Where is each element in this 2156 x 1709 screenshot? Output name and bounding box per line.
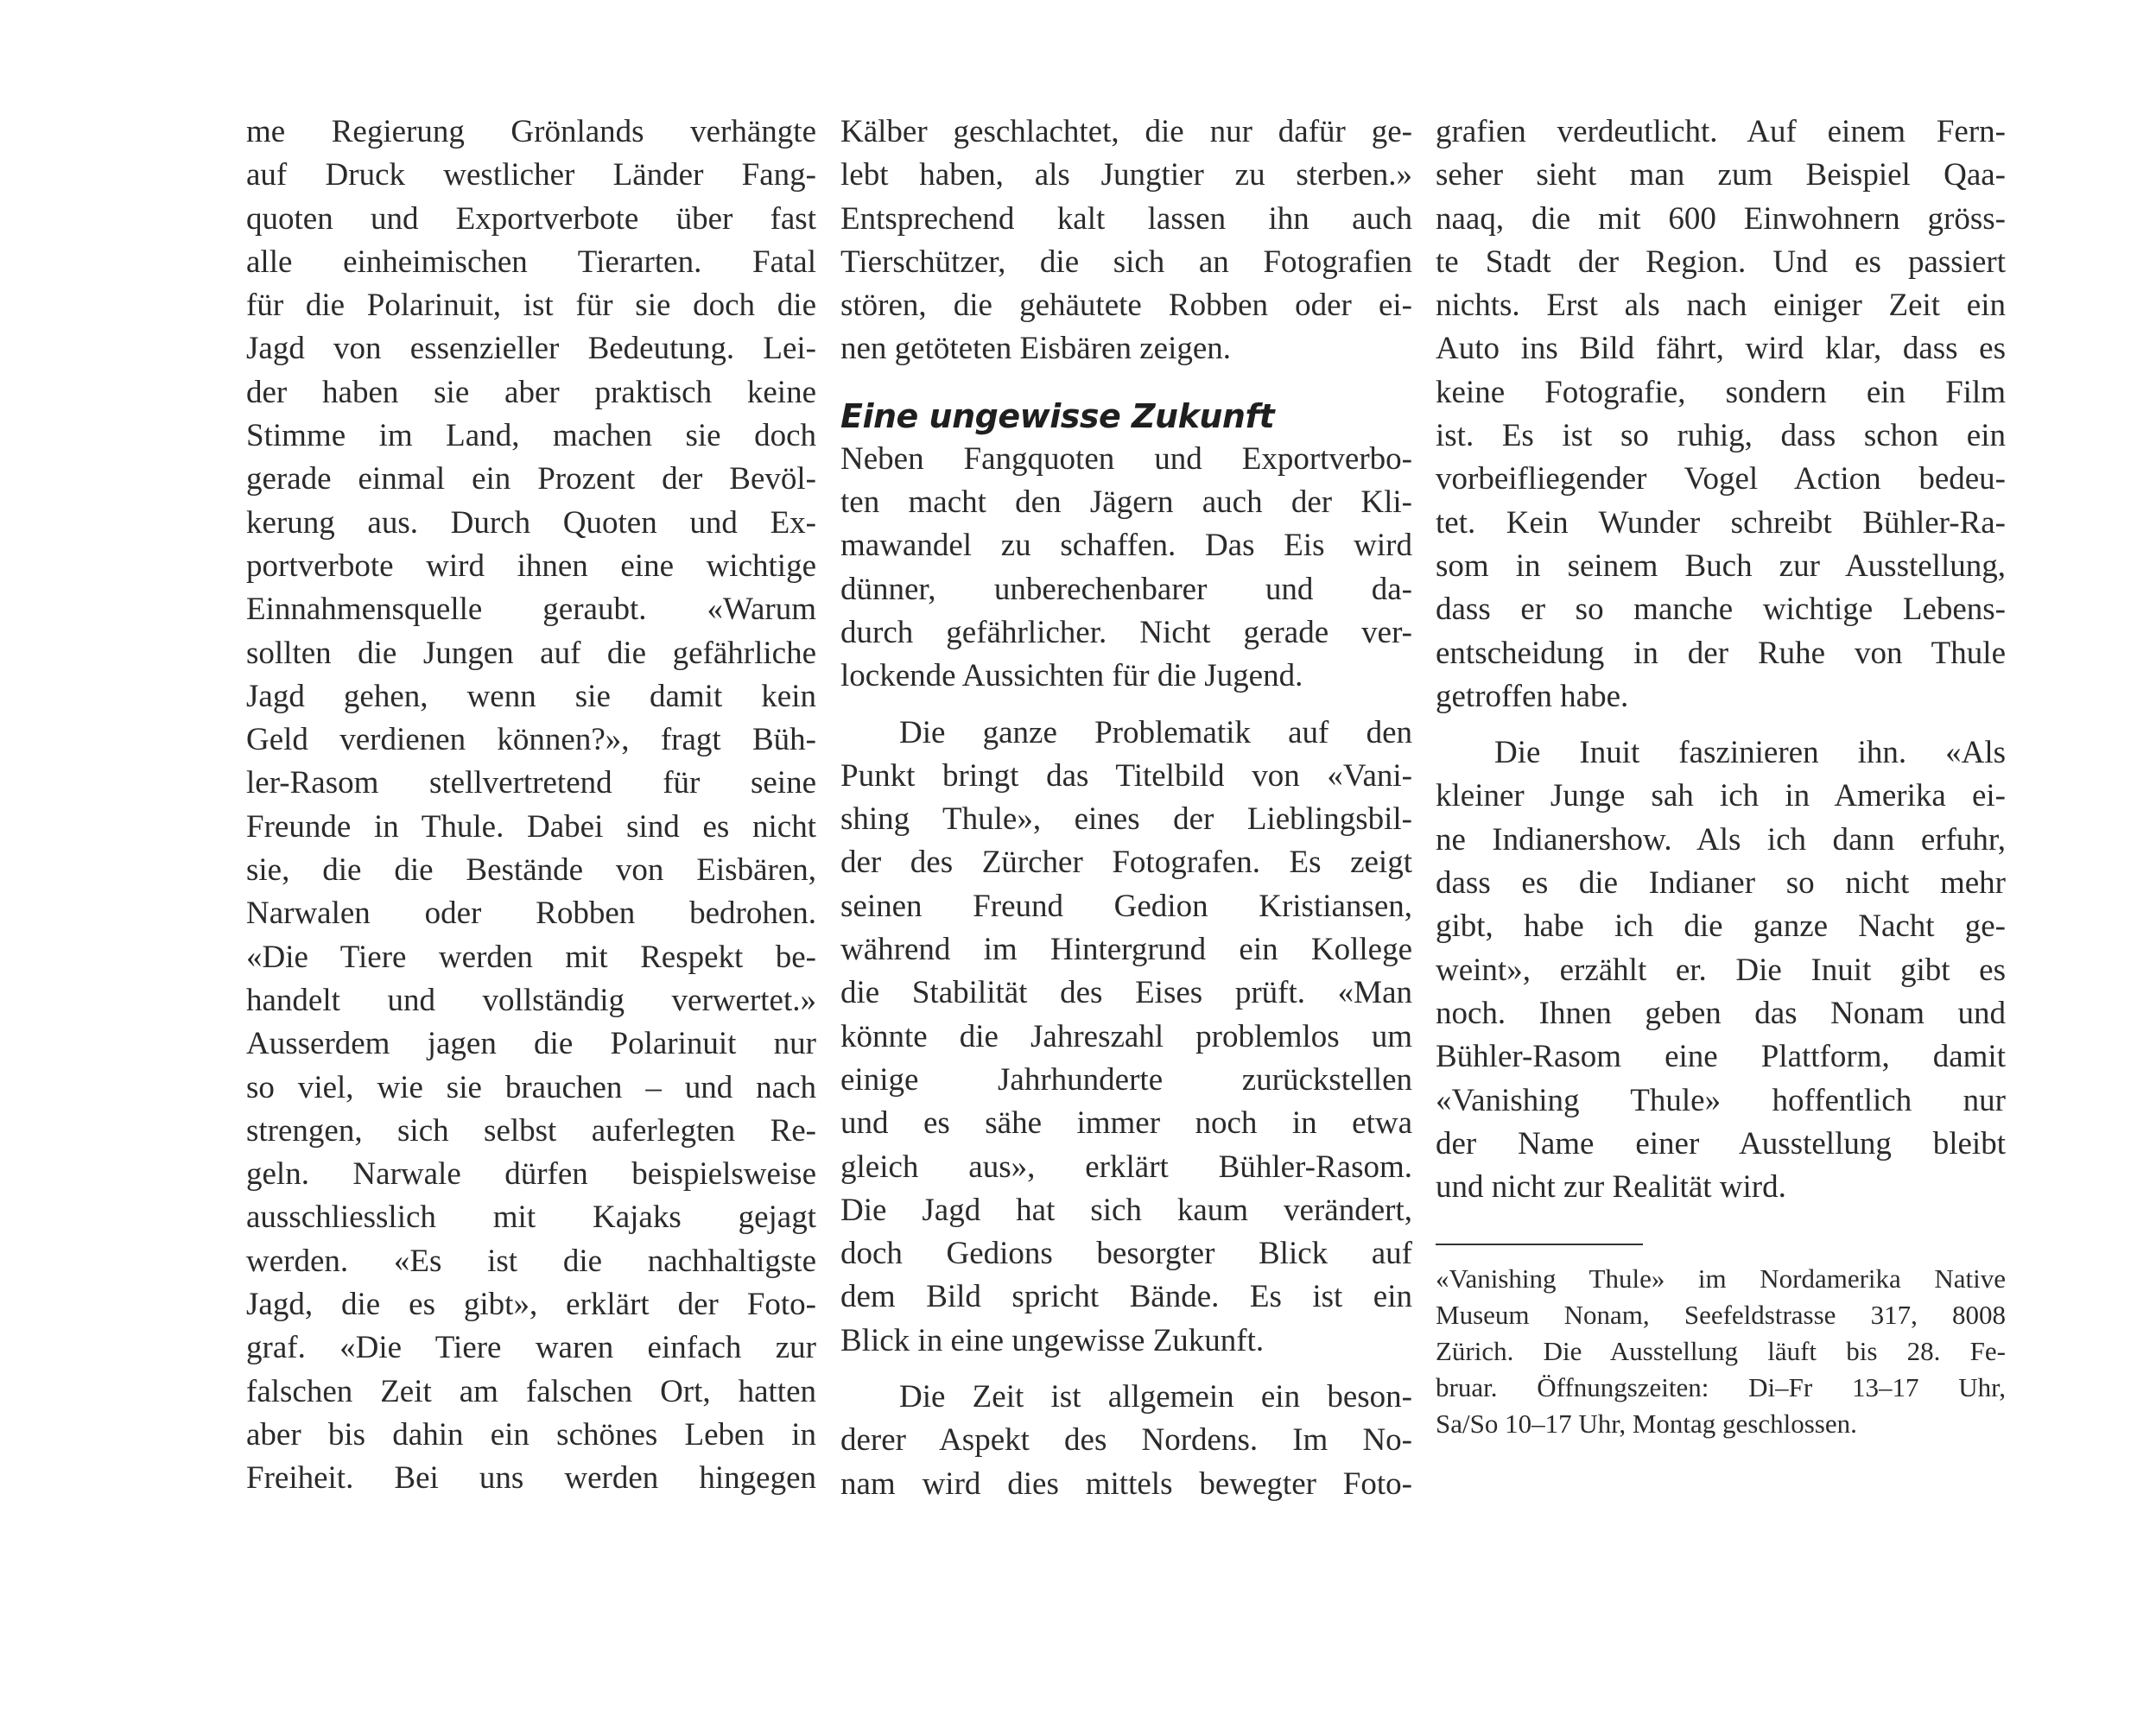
- text-line: kerung aus. Durch Quoten und Ex-: [246, 504, 816, 541]
- text-line: auf Druck westlicher Länder Fang-: [246, 157, 816, 193]
- spacer: [840, 371, 1412, 395]
- text-line: «Die Tiere werden mit Respekt be-: [246, 939, 816, 975]
- article-column-1: [246, 111, 816, 1501]
- text-line: sie, die die Bestände von Eisbären,: [246, 852, 816, 889]
- footnote-line: Zürich. Die Ausstellung läuft bis 28. Fe-: [1436, 1336, 2006, 1367]
- text-line: werden. «Es ist die nachhaltigste: [246, 1243, 816, 1279]
- text-line: für die Polarinuit, ist für sie doch die: [246, 288, 816, 324]
- text-line: shing Thule», eines der Lieblingsbil-: [840, 801, 1412, 838]
- text-line: dem Bild spricht Bände. Es ist ein: [840, 1279, 1412, 1315]
- text-line: ist. Es ist so ruhig, dass schon ein: [1436, 418, 2006, 454]
- text-line: Blick in eine ungewisse Zukunft.: [840, 1322, 1265, 1358]
- spacer: [1436, 718, 2006, 731]
- text-line: einige Jahrhunderte zurückstellen: [840, 1061, 1412, 1098]
- text-line: Ausserdem jagen die Polarinuit nur: [246, 1026, 816, 1062]
- text-line: gleich aus», erklärt Bühler-Rasom.: [840, 1149, 1412, 1185]
- text-line: vorbeifliegender Vogel Action bedeu-: [1436, 461, 2006, 497]
- text-line: «Vanishing Thule» hoffentlich nur: [1436, 1082, 2006, 1118]
- text-line: dass es die Indianer so nicht mehr: [1436, 865, 2006, 902]
- text-line: lebt haben, als Jungtier zu sterben.»: [840, 157, 1412, 193]
- column-2-continuation: [840, 111, 1412, 371]
- text-line: noch. Ihnen geben das Nonam und: [1436, 995, 2006, 1031]
- spacer: [840, 699, 1412, 712]
- text-line: geln. Narwale dürfen beispielsweise: [246, 1156, 816, 1193]
- text-line: kleiner Junge sah ich in Amerika ei-: [1436, 778, 2006, 814]
- article-column-3: [1436, 111, 2006, 1442]
- text-line: tet. Kein Wunder schreibt Bühler-Ra-: [1436, 504, 2006, 541]
- text-line: sollten die Jungen auf die gefährliche: [246, 635, 816, 671]
- footnote-line: Museum Nonam, Seefeldstrasse 317, 8008: [1436, 1300, 2006, 1331]
- section-paragraph-3: [840, 1376, 1412, 1506]
- text-line: Tierschützer, die sich an Fotografien: [840, 244, 1412, 280]
- text-line: falschen Zeit am falschen Ort, hatten: [246, 1373, 816, 1409]
- spacer: [840, 1363, 1412, 1376]
- text-line: Jagd von essenzieller Bedeutung. Lei-: [246, 331, 816, 367]
- text-line: der haben sie aber praktisch keine: [246, 374, 816, 410]
- text-line: stören, die gehäutete Robben oder ei-: [840, 288, 1412, 324]
- text-line: nichts. Erst als nach einiger Zeit ein: [1436, 288, 2006, 324]
- text-line: Die Jagd hat sich kaum verändert,: [840, 1192, 1412, 1228]
- text-line: und nicht zur Realität wird.: [1436, 1169, 1786, 1206]
- text-line: so viel, wie sie brauchen – und nach: [246, 1069, 816, 1105]
- text-line: seher sieht man zum Beispiel Qaa-: [1436, 157, 2006, 193]
- text-line: Die Inuit faszinieren ihn. «Als: [1494, 735, 2006, 771]
- column-1-paragraph: [246, 111, 816, 1501]
- text-line: gerade einmal ein Prozent der Bevöl-: [246, 461, 816, 497]
- text-line: getroffen habe.: [1436, 678, 1629, 714]
- text-line: derer Aspekt des Nordens. Im No-: [840, 1422, 1412, 1459]
- column-3-paragraph-2: [1436, 731, 2006, 1209]
- text-line: graf. «Die Tiere waren einfach zur: [246, 1330, 816, 1366]
- text-line: gibt, habe ich die ganze Nacht ge-: [1436, 908, 2006, 945]
- text-line: keine Fotografie, sondern ein Film: [1436, 374, 2006, 410]
- text-line: Einnahmensquelle geraubt. «Warum: [246, 592, 816, 628]
- text-line: Geld verdienen können?», fragt Büh-: [246, 722, 816, 758]
- text-line: dass er so manche wichtige Lebens-: [1436, 592, 2006, 628]
- text-line: portverbote wird ihnen eine wichtige: [246, 548, 816, 584]
- text-line: te Stadt der Region. Und es passiert: [1436, 244, 2006, 280]
- text-line: Jagd gehen, wenn sie damit kein: [246, 678, 816, 714]
- text-line: nam wird dies mittels bewegter Foto-: [840, 1465, 1412, 1502]
- text-line: der Name einer Ausstellung bleibt: [1436, 1125, 2006, 1161]
- text-line: nen getöteten Eisbären zeigen.: [840, 331, 1232, 367]
- text-line: seinen Freund Gedion Kristiansen,: [840, 888, 1412, 924]
- text-line: die Stabilität des Eises prüft. «Man: [840, 975, 1412, 1011]
- text-line: mawandel zu schaffen. Das Eis wird: [840, 528, 1412, 564]
- footnote-line: bruar. Öffnungszeiten: Di–Fr 13–17 Uhr,: [1436, 1372, 2006, 1403]
- section-paragraph-2: [840, 712, 1412, 1363]
- text-line: strengen, sich selbst auferlegten Re-: [246, 1112, 816, 1149]
- text-line: Punkt bringt das Titelbild von «Vani-: [840, 757, 1412, 794]
- text-line: doch Gedions besorgter Blick auf: [840, 1236, 1412, 1272]
- text-line: quoten und Exportverbote über fast: [246, 200, 816, 237]
- text-line: Bühler-Rasom eine Plattform, damit: [1436, 1039, 2006, 1075]
- text-line: Die Zeit ist allgemein ein beson-: [899, 1379, 1412, 1415]
- column-3-paragraph-1: [1436, 111, 2006, 718]
- text-line: Neben Fangquoten und Exportverbo-: [840, 440, 1412, 477]
- exhibition-footnote: [1436, 1261, 2006, 1442]
- text-line: Freunde in Thule. Dabei sind es nicht: [246, 808, 816, 845]
- text-line: während im Hintergrund ein Kollege: [840, 932, 1412, 968]
- text-line: durch gefährlicher. Nicht gerade ver-: [840, 614, 1412, 650]
- text-line: aber bis dahin ein schönes Leben in: [246, 1416, 816, 1453]
- text-line: ausschliesslich mit Kajaks gejagt: [246, 1199, 816, 1236]
- text-line: Kälber geschlachtet, die nur dafür ge-: [840, 114, 1412, 149]
- footnote-line: Sa/So 10–17 Uhr, Montag geschlossen.: [1436, 1408, 1857, 1440]
- text-line: ten macht den Jägern auch der Kli-: [840, 484, 1412, 521]
- text-line: me Regierung Grönlands verhängte: [246, 114, 816, 149]
- text-line: Freiheit. Bei uns werden hingegen: [246, 1460, 816, 1497]
- text-line: Auto ins Bild fährt, wird klar, dass es: [1436, 331, 2006, 367]
- section-paragraph-1: [840, 438, 1412, 699]
- text-line: grafien verdeutlicht. Auf einem Fern-: [1436, 114, 2006, 149]
- article-column-2: [840, 111, 1412, 1506]
- section-heading: Eine ungewisse Zukunft: [840, 396, 1275, 435]
- text-line: Stimme im Land, machen sie doch: [246, 418, 816, 454]
- text-line: Narwalen oder Robben bedrohen.: [246, 896, 816, 932]
- footnote-line: «Vanishing Thule» im Nordamerika Native: [1436, 1263, 2006, 1294]
- footnote-divider: [1436, 1244, 1643, 1245]
- text-line: ne Indianershow. Als ich dann erfuhr,: [1436, 821, 2006, 858]
- text-line: könnte die Jahreszahl problemlos um: [840, 1018, 1412, 1054]
- text-line: handelt und vollständig verwertet.»: [246, 982, 816, 1018]
- text-line: naaq, die mit 600 Einwohnern gröss-: [1436, 200, 2006, 237]
- text-line: weint», erzählt er. Die Inuit gibt es: [1436, 952, 2006, 988]
- text-line: Jagd, die es gibt», erklärt der Foto-: [246, 1287, 816, 1323]
- text-line: Entsprechend kalt lassen ihn auch: [840, 200, 1412, 237]
- text-line: ler-Rasom stellvertretend für seine: [246, 765, 816, 801]
- text-line: und es sähe immer noch in etwa: [840, 1105, 1412, 1142]
- text-line: som in seinem Buch zur Ausstellung,: [1436, 548, 2006, 584]
- text-line: entscheidung in der Ruhe von Thule: [1436, 635, 2006, 671]
- text-line: alle einheimischen Tierarten. Fatal: [246, 244, 816, 280]
- text-line: der des Zürcher Fotografen. Es zeigt: [840, 845, 1412, 881]
- text-line: Die ganze Problematik auf den: [899, 714, 1412, 750]
- text-line: lockende Aussichten für die Jugend.: [840, 658, 1303, 694]
- text-line: dünner, unberechenbarer und da-: [840, 571, 1412, 607]
